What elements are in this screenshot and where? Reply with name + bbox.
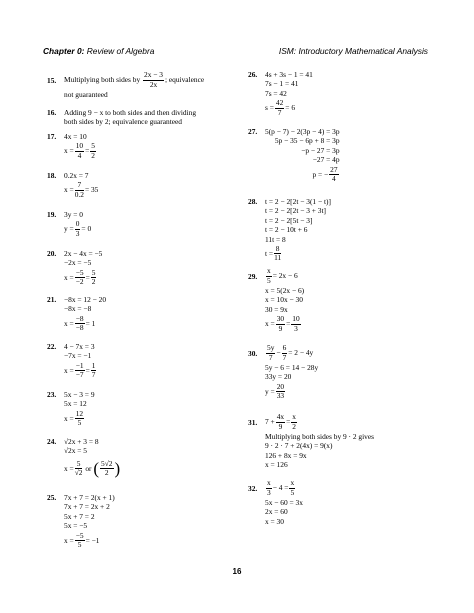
numerator: 8 <box>275 244 280 254</box>
numerator: 10 <box>292 314 300 324</box>
denominator: 7 <box>277 107 282 117</box>
chapter-title: Review of Algebra <box>86 46 155 56</box>
fraction <box>91 362 97 380</box>
equation-line: 5x = 12 <box>64 399 87 409</box>
fraction <box>75 220 81 238</box>
numerator: −5 <box>75 530 84 540</box>
equation-text: x = <box>265 319 275 329</box>
problem-text: Adding 9 − x to both sides and then dividing <box>64 108 197 117</box>
denominator: 5 <box>267 275 271 285</box>
equation-text: p = − <box>312 169 329 179</box>
equation-line: 5x − 60 = 3x <box>265 498 303 507</box>
fraction <box>143 71 164 89</box>
equation-line: −7x = −1 <box>64 351 92 361</box>
fraction <box>75 142 84 160</box>
equation-text: s = <box>265 103 274 113</box>
numerator: 0 <box>75 219 80 229</box>
equation-line: 5x − 3 = 9 <box>64 390 95 399</box>
equation-line: 3y = 0 <box>64 210 83 219</box>
denominator: −8 <box>75 323 84 333</box>
equation-line: −27 = 4p <box>312 155 340 165</box>
equation-line: 5x = −5 <box>64 521 88 531</box>
numerator: 42 <box>275 98 284 108</box>
numerator: 6 <box>282 343 287 353</box>
denominator: 7 <box>282 352 287 362</box>
numerator: x <box>292 412 296 422</box>
numerator: 12 <box>75 408 84 418</box>
denominator: 7 <box>91 370 96 380</box>
equation-line: −8x = 12 − 20 <box>64 295 107 304</box>
fraction <box>276 383 285 401</box>
numerator: −8 <box>75 313 84 323</box>
equation-line: 4x = 10 <box>64 132 87 141</box>
equation-line: x = 5(2x − 6) <box>265 286 305 295</box>
numerator: 7 <box>75 181 84 190</box>
denominator: 5 <box>77 540 82 550</box>
denominator: 9 <box>278 421 283 431</box>
fraction <box>282 344 288 362</box>
denominator: 2 <box>104 468 109 478</box>
denominator: 5 <box>290 487 295 497</box>
equation-text: y = <box>265 386 275 396</box>
equation-line: 5p − 35 − 6p + 8 = 3p <box>274 136 340 146</box>
numerator: 5y <box>267 343 275 353</box>
denominator: 2 <box>91 277 96 287</box>
numerator: 30 <box>276 314 285 324</box>
denominator: 3 <box>267 487 271 497</box>
numerator: 20 <box>276 381 285 391</box>
problem-number: 24. <box>47 437 57 446</box>
denominator: 2x <box>149 79 158 89</box>
equation-text: x = <box>64 535 74 545</box>
denominator: 4 <box>332 174 336 184</box>
equation-line: x = 30 <box>265 516 284 526</box>
chapter-header <box>43 46 154 56</box>
fraction <box>75 532 85 550</box>
fraction <box>275 99 284 117</box>
equation-line: 126 + 8x = 9x <box>265 450 307 460</box>
problem-number: 15. <box>47 76 57 85</box>
problem-number: 25. <box>47 493 57 502</box>
equation-line: 0.2x = 7 <box>64 171 89 180</box>
equation-text: x = <box>64 413 74 423</box>
problem-number: 22. <box>47 342 57 351</box>
equation-line: t = 2 − 2[2t − 3(1 − t)] <box>265 197 331 206</box>
equation-text: x = <box>64 318 74 328</box>
chapter-label: Chapter 0: <box>43 46 85 56</box>
problem-text: Multiplying both sides by <box>64 75 141 84</box>
numerator: −1 <box>75 360 84 370</box>
equation-text: − 4 = <box>272 483 289 492</box>
problem-number: 20. <box>47 249 57 258</box>
problem-number: 21. <box>47 295 57 304</box>
equals-sign: = <box>85 146 90 156</box>
fraction <box>75 362 85 380</box>
equation-line: t = 2 − 2[5t − 3] <box>265 215 313 225</box>
fraction <box>266 344 275 362</box>
denominator: 0.2 <box>74 189 84 199</box>
denominator: −2 <box>75 277 84 287</box>
equation-line: 5y − 6 = 14 − 28y <box>265 363 319 372</box>
numerator: 5√2 <box>101 458 113 468</box>
fraction <box>291 413 297 431</box>
problem-number: 16. <box>47 108 57 117</box>
equals-sign: = <box>286 417 291 426</box>
fraction <box>100 460 113 478</box>
equation-text: = 2x − 6 <box>272 271 298 280</box>
equation-line: −p − 27 = 3p <box>301 145 340 155</box>
denominator: 7 <box>268 352 273 362</box>
equals-sign: = <box>85 272 90 282</box>
equation-text: = 6 <box>285 103 296 113</box>
equation-line: −2x = −5 <box>64 258 92 268</box>
equation-line: 7s = 42 <box>265 88 287 98</box>
right-paren: ) <box>114 459 121 479</box>
numerator: x <box>267 266 271 276</box>
equation-line: 5x + 7 = 2 <box>64 511 95 521</box>
equation-text: − <box>276 348 281 357</box>
equation-text: t = <box>265 248 274 258</box>
fraction <box>90 142 96 160</box>
numerator: −5 <box>75 267 84 277</box>
denominator: −7 <box>75 370 84 380</box>
equation-line: 5(p − 7) − 2(3p − 4) = 3p <box>265 127 340 136</box>
denominator: 33 <box>276 391 285 401</box>
equation-text: x = <box>64 463 74 473</box>
fraction <box>75 460 83 478</box>
fraction <box>75 410 84 428</box>
equals-sign: = <box>85 365 90 375</box>
equation-line: 2x = 60 <box>265 507 288 517</box>
equation-line: √2x = 5 <box>64 446 88 456</box>
fraction <box>276 315 285 333</box>
ism-label: ISM: <box>278 46 297 56</box>
book-header <box>279 46 428 56</box>
equation-line: 4 − 7x = 3 <box>64 342 95 351</box>
equals-sign: = <box>286 319 291 329</box>
equation-line: 33y = 20 <box>265 372 292 382</box>
equation-line: 9 · 2 · 7 + 2(4x) = 9(x) <box>265 441 333 451</box>
fraction <box>291 315 300 333</box>
left-paren: ( <box>93 459 100 479</box>
problem-number: 18. <box>47 171 57 180</box>
fraction <box>289 479 295 497</box>
problem-number: 29. <box>248 272 258 281</box>
numerator: 5 <box>91 141 95 151</box>
fraction <box>91 269 97 287</box>
fraction <box>266 267 272 285</box>
equation-line: Multiplying both sides by 9 · 2 gives <box>265 432 375 441</box>
book-title: Introductory Mathematical Analysis <box>298 46 428 56</box>
numerator: 1 <box>91 360 96 370</box>
problem-text: both sides by 2; equivalence guaranteed <box>64 117 183 127</box>
problem-number: 28. <box>248 197 258 206</box>
equation-line: 4s + 3s − 1 = 41 <box>265 70 313 79</box>
equation-line: 7x + 7 = 2(x + 1) <box>64 493 115 502</box>
fraction <box>274 245 281 263</box>
equation-line: x = 126 <box>265 460 288 470</box>
equation-line: x = 10x − 30 <box>265 295 303 305</box>
equation-line: t = 2 − 2[2t − 3 + 3t] <box>265 206 327 216</box>
equation-text: or <box>85 463 92 473</box>
equation-line: t = 2 − 10t + 6 <box>265 225 308 235</box>
equation-text: = 1 <box>85 318 96 328</box>
denominator: √2 <box>74 468 83 478</box>
equation-text: = 2 − 4y <box>288 348 314 357</box>
equation-line: 7s − 1 = 41 <box>265 79 299 89</box>
equation-line: √2x + 3 = 8 <box>64 437 99 446</box>
equation-line: −8x = −8 <box>64 304 92 314</box>
page-number: 16 <box>232 567 242 576</box>
denominator: 3 <box>75 228 80 238</box>
problem-number: 30. <box>248 349 258 358</box>
problem-number: 31. <box>248 418 258 427</box>
problem-text: ; equivalence <box>164 75 205 84</box>
fraction <box>329 166 338 184</box>
denominator: 3 <box>294 323 298 333</box>
denominator: 5 <box>77 418 82 428</box>
numerator: 10 <box>75 141 84 151</box>
problem-number: 26. <box>248 70 258 79</box>
problem-number: 23. <box>47 390 57 399</box>
equation-text: y = <box>64 224 74 234</box>
fraction <box>266 479 272 497</box>
equation-text: = 35 <box>84 185 99 195</box>
denominator: 2 <box>292 421 296 431</box>
denominator: 11 <box>274 253 282 263</box>
problem-text: not guaranteed <box>64 90 108 99</box>
equation-text: x = <box>64 365 74 375</box>
numerator: 4x <box>276 412 285 422</box>
problem-number: 19. <box>47 210 57 219</box>
problem-number: 27. <box>248 127 258 136</box>
equation-text: = −1 <box>85 535 100 545</box>
equation-text: 7 + <box>265 417 275 426</box>
equation-line: 2x − 4x = −5 <box>64 249 103 258</box>
numerator: 27 <box>330 164 338 174</box>
equation-text: x = <box>64 185 74 195</box>
problem-number: 17. <box>47 132 57 141</box>
fraction <box>276 413 285 431</box>
equation-line: 11t = 8 <box>265 234 286 244</box>
fraction <box>75 315 85 333</box>
numerator: 5 <box>75 460 83 469</box>
fraction <box>75 269 85 287</box>
denominator: 2 <box>91 150 95 160</box>
problem-number: 32. <box>248 484 258 493</box>
equation-text: x = <box>64 146 74 156</box>
numerator: x <box>267 478 271 488</box>
equation-line: 30 = 9x <box>265 304 288 314</box>
denominator: 9 <box>278 323 283 333</box>
numerator: x <box>290 478 295 488</box>
numerator: 2x − 3 <box>144 70 163 80</box>
fraction <box>75 181 84 199</box>
equation-text: = 0 <box>81 224 92 234</box>
numerator: 5 <box>91 267 96 277</box>
equation-text: x = <box>64 272 74 282</box>
denominator: 4 <box>77 150 82 160</box>
equation-line: 7x + 7 = 2x + 2 <box>64 502 110 512</box>
